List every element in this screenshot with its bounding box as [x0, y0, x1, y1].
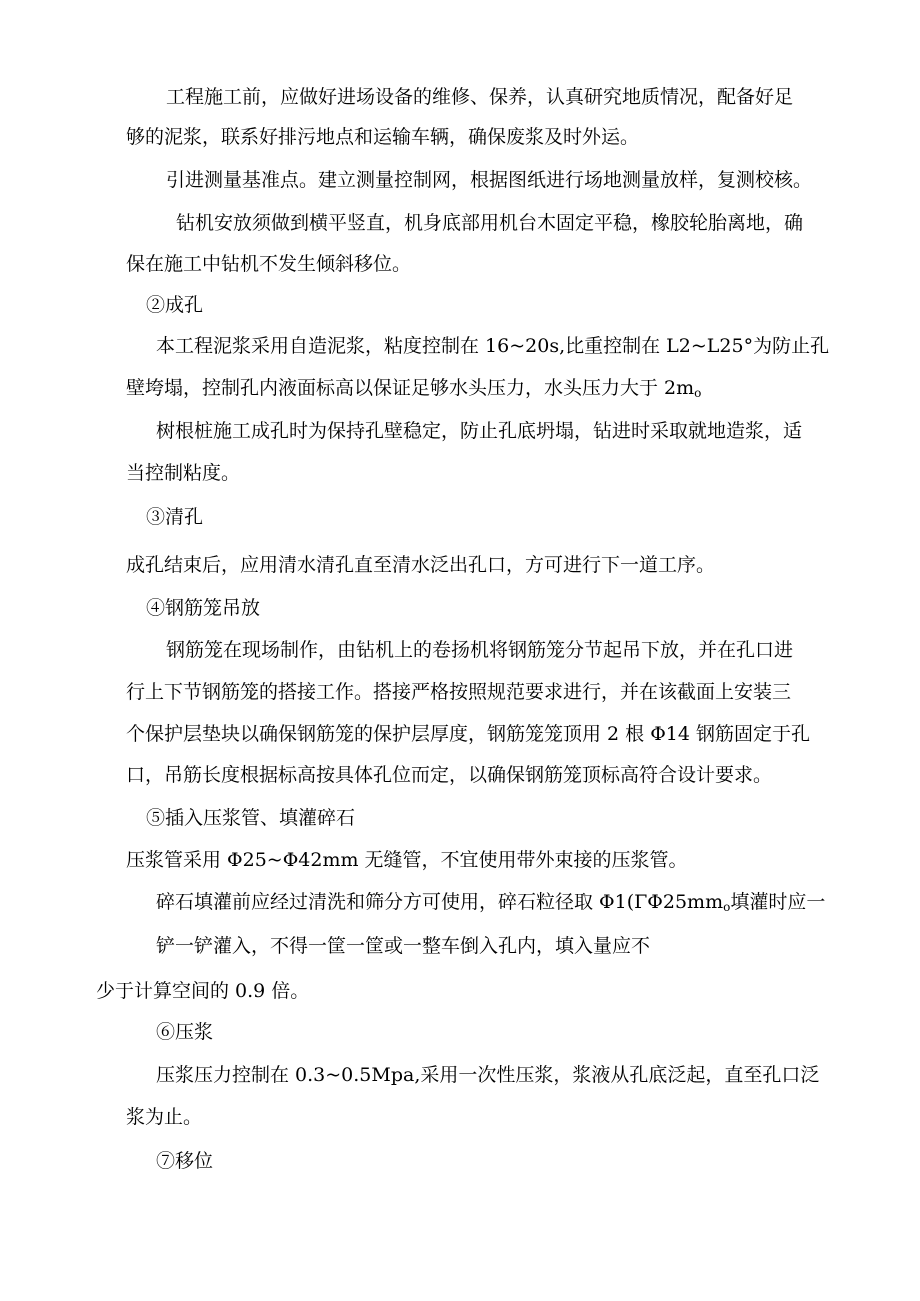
text-line-9: 树根桩施工成孔时为保持孔壁稳定，防止孔底坍塌，钻进时采取就地造浆，适 — [156, 420, 803, 442]
text-line-22: 少于计算空间的 0.9 倍。 — [96, 980, 310, 1002]
text-line-7: 本工程泥浆采用自造泥浆，粘度控制在 16~20s,比重控制在 L2~L25°为防止孔 — [156, 335, 830, 357]
heading-yiwei: ⑦移位 — [156, 1150, 214, 1172]
text-line-8-main: 壁垮塌，控制孔内液面标高以保证足够水头压力，水头压力大于 2m — [126, 377, 695, 399]
heading-gangjinlong: ④钢筋笼吊放 — [146, 597, 261, 619]
text-line-19: 压浆管采用 Φ25~Φ42mm 无缝管，不宜使用带外束接的压浆管。 — [126, 849, 688, 871]
heading-chengkong: ②成孔 — [146, 294, 204, 316]
text-line-5: 保在施工中钻机不发生倾斜移位。 — [126, 253, 412, 275]
text-line-20-main: 碎石填灌前应经过清洗和筛分方可使用，碎石粒径取 Φ1(ΓΦ25mm — [156, 891, 724, 913]
text-line-24: 压浆压力控制在 0.3~0.5Mpa,采用一次性压浆，浆液从孔底泛起，直至孔口泛 — [156, 1064, 820, 1086]
text-line-16: 个保护层垫块以确保钢筋笼的保护层厚度，钢筋笼笼顶用 2 根 Φ14 钢筋固定于孔 — [126, 723, 811, 745]
text-line-17: 口，吊筋长度根据标高按具体孔位而定，以确保钢筋笼顶标高符合设计要求。 — [126, 764, 773, 786]
text-line-1: 工程施工前，应做好进场设备的维修、保养，认真研究地质情况，配备好足 — [166, 86, 794, 108]
text-line-4: 钻机安放须做到横平竖直，机身底部用机台木固定平稳，橡胶轮胎离地，确 — [176, 212, 804, 234]
text-line-15: 行上下节钢筋笼的搭接工作。搭接严格按照规范要求进行，并在该截面上安装三 — [126, 681, 792, 703]
text-line-2: 够的泥浆，联系好排污地点和运输车辆，确保废浆及时外运。 — [126, 126, 640, 148]
text-line-25: 浆为止。 — [126, 1106, 203, 1128]
text-line-14: 钢筋笼在现场制作，由钻机上的卷扬机将钢筋笼分节起吊下放，并在孔口进 — [166, 639, 794, 661]
text-line-21: 铲一铲灌入，不得一筐一筐或一整车倒入孔内，填入量应不 — [156, 935, 651, 957]
text-line-10: 当控制粘度。 — [126, 462, 241, 484]
text-line-20 — [156, 889, 825, 920]
subscript-o-2: o — [723, 900, 731, 914]
heading-qingkong: ③清孔 — [146, 506, 204, 528]
text-line-3: 引进测量基准点。建立测量控制网，根据图纸进行场地测量放样，复测校核。 — [166, 169, 813, 191]
subscript-o-1: o — [694, 386, 702, 400]
heading-yajiang: ⑥压浆 — [156, 1021, 214, 1043]
text-line-20-tail: 填灌时应一 — [730, 891, 826, 913]
text-line-8 — [126, 375, 701, 406]
heading-charu: ⑤插入压浆管、填灌碎石 — [146, 807, 356, 829]
text-line-12: 成孔结束后，应用清水清孔直至清水泛出孔口，方可进行下一道工序。 — [126, 554, 716, 576]
